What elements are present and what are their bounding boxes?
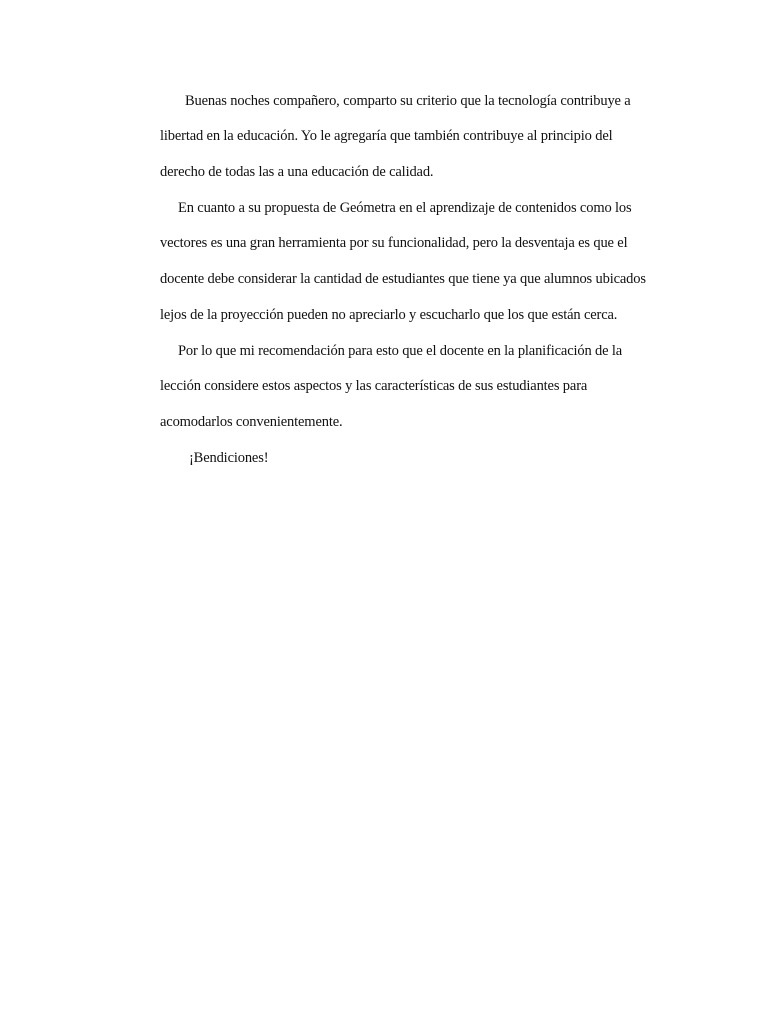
text-line: vectores es una gran herramienta por su funcionalidad, pero la desventaja es que el	[160, 235, 628, 251]
text-line: libertad en la educación. Yo le agregaría que también contribuye al principio del	[160, 128, 613, 144]
text-line: lección considere estos aspectos y las características de sus estudiantes para	[160, 378, 588, 394]
text-line: lejos de la proyección pueden no apreciarlo y escucharlo que los que están cerca.	[160, 307, 618, 323]
text-line: En cuanto a su propuesta de Geómetra en el aprendizaje de contenidos como los	[178, 200, 632, 216]
text-line: docente debe considerar la cantidad de estudiantes que tiene ya que alumnos ubicados	[160, 271, 646, 287]
text-line: ¡Bendiciones!	[189, 450, 269, 466]
text-line: Por lo que mi recomendación para esto que el docente en la planificación de la	[178, 343, 623, 359]
text-line: derecho de todas las a una educación de calidad.	[160, 164, 434, 180]
text-line: acomodarlos convenientemente.	[160, 414, 343, 430]
text-line: Buenas noches compañero, comparto su criterio que la tecnología contribuye a	[185, 93, 631, 109]
